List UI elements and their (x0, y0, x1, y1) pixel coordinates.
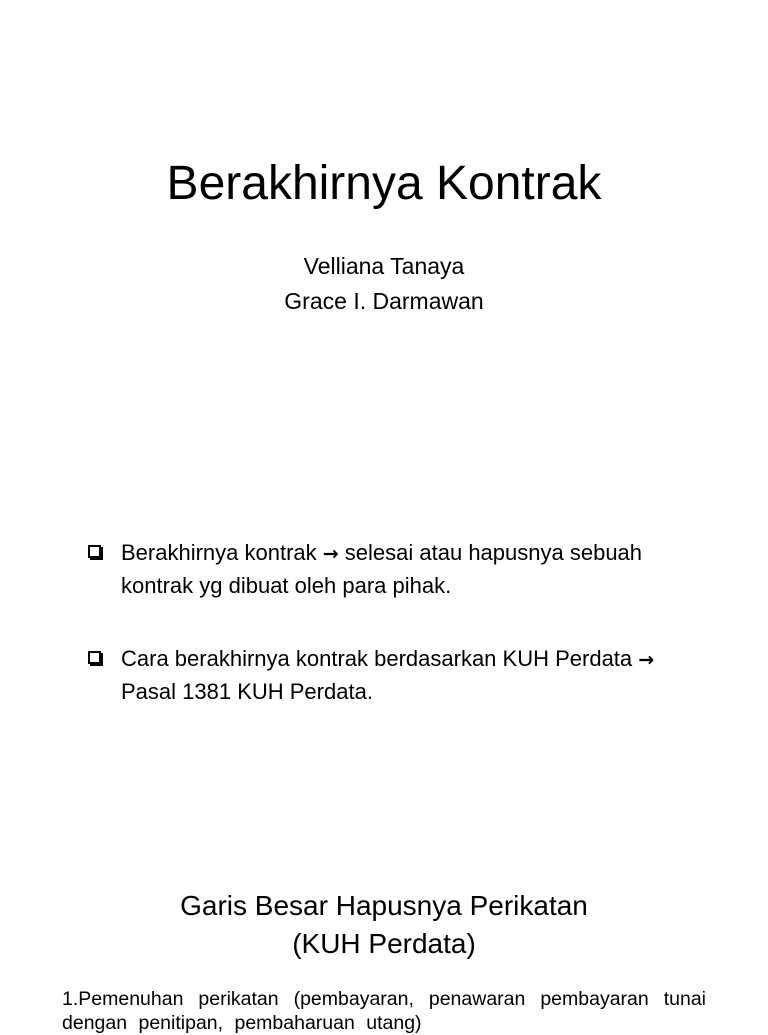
slide-title: Berakhirnya Kontrak (166, 157, 602, 210)
checkbox-bullet-icon (88, 651, 101, 664)
content-slide (0, 420, 768, 840)
bullet-text (121, 643, 681, 708)
author-name: Velliana Tanaya (303, 253, 465, 279)
arrow-right-icon: → (322, 543, 339, 565)
bullet-text-end: Pasal 1381 KUH Perdata. (121, 679, 373, 704)
slide-subheading: (KUH Perdata) (292, 928, 476, 959)
bullet-text-end: selesai atau hapusnya sebuah kontrak yg dibuat oleh para pihak. (121, 540, 643, 598)
title-slide (0, 0, 768, 420)
bullet-item (86, 643, 686, 713)
bullet-text-start: Cara berakhirnya kontrak berdasarkan KUH Perdata (121, 646, 639, 671)
slide-heading: Garis Besar Hapusnya Perikatan (180, 890, 588, 921)
bullet-text (121, 537, 681, 602)
author-name: Grace I. Darmawan (284, 288, 484, 314)
arrow-right-icon: → (638, 649, 655, 671)
checkbox-bullet-icon (88, 545, 101, 558)
numbered-list-item: 1.Pemenuhan perikatan (pembayaran, penawaran pembayaran tunai dengan penitipan, pembaharuan utang) (62, 988, 706, 1034)
content-slide (0, 860, 768, 1034)
bullet-text-start: Berakhirnya kontrak (121, 540, 323, 565)
bullet-item (86, 537, 686, 607)
